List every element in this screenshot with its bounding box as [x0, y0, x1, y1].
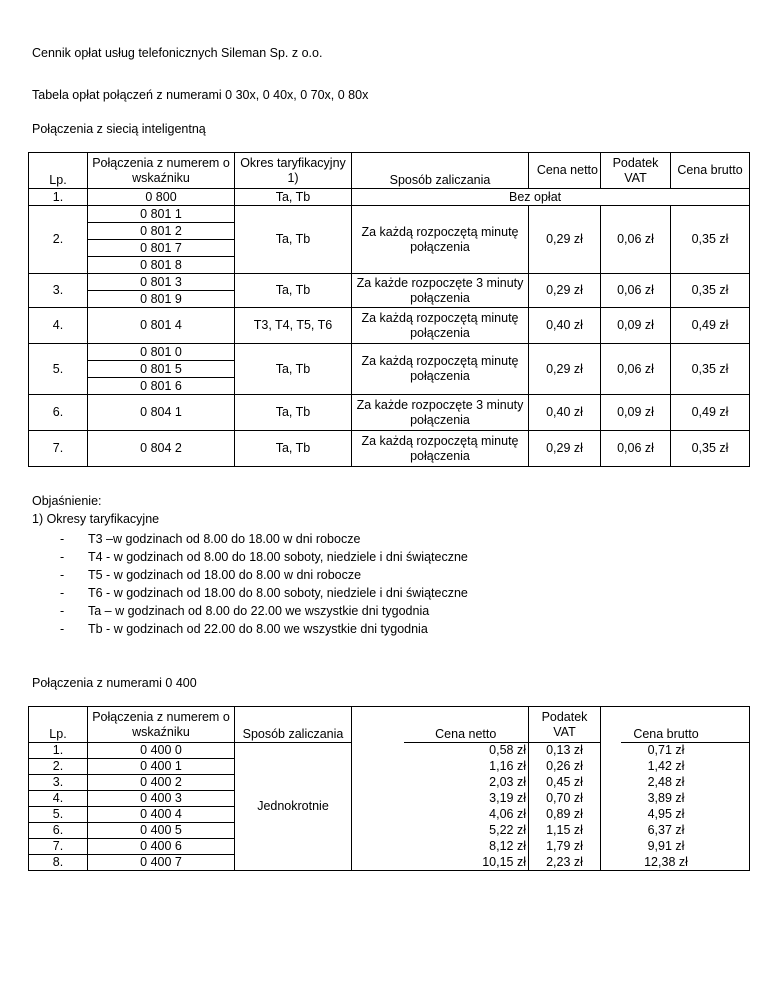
list-item: - T4 - w godzinach od 8.00 do 18.00 soboty, niedziele i dni świąteczne: [60, 550, 468, 564]
header-vat: Podatek VAT: [601, 153, 671, 189]
cell-number: 0 400 6: [88, 839, 235, 855]
cell-number: 0 400 5: [88, 823, 235, 839]
cell-brutto: 9,91 zł: [647, 839, 685, 853]
header-netto: Cena netto: [529, 153, 601, 189]
cell-vat: 0,06 zł: [601, 344, 671, 395]
list-item: - T6 - w godzinach od 18.00 do 8.00 soboty, niedziele i dni świąteczne: [60, 586, 468, 600]
table-header-row: [29, 153, 750, 189]
cell-netto: 0,29 zł: [529, 431, 601, 467]
cell-netto: 0,58 zł: [404, 743, 529, 759]
cell-period: Ta, Tb: [235, 274, 352, 308]
cell-number: 0 801 6: [88, 378, 235, 395]
cell-number: 0 400 4: [88, 807, 235, 823]
header-lp: Lp.: [29, 707, 88, 743]
table-row: [29, 189, 750, 206]
document-title: Cennik opłat usług telefonicznych Sileman Sp. z o.o.: [32, 46, 323, 60]
cell-number: 0 801 9: [88, 291, 235, 308]
table-row: [29, 431, 750, 467]
cell-lp: 4.: [29, 308, 88, 344]
table-row: [29, 344, 750, 361]
section-heading-0400: Połączenia z numerami 0 400: [32, 676, 197, 690]
cell-method: Za każdą rozpoczętą minutę połączenia: [352, 344, 529, 395]
header-brutto: Cena brutto: [621, 707, 712, 743]
list-item: - T5 - w godzinach od 18.00 do 8.00 w dni robocze: [60, 568, 362, 582]
cell-brutto: 4,95 zł: [647, 807, 685, 821]
spacer-cell: [601, 743, 621, 871]
table-row: [29, 308, 750, 344]
cell-netto: 0,40 zł: [529, 395, 601, 431]
header-number: Połączenia z numerem o wskaźniku: [88, 153, 235, 189]
cell-lp: 1.: [29, 743, 88, 759]
cell-method: Za każdą rozpoczętą minutę połączenia: [352, 308, 529, 344]
cell-number: 0 400 1: [88, 759, 235, 775]
cell-vat: 0,09 zł: [601, 308, 671, 344]
cell-number: 0 400 2: [88, 775, 235, 791]
cell-number: 0 801 4: [88, 308, 235, 344]
cell-period: Ta, Tb: [235, 189, 352, 206]
table-row: [29, 206, 750, 223]
cell-method: Jednokrotnie: [235, 743, 352, 871]
cell-brutto: 12,38 zł: [621, 855, 712, 871]
header-period: Okres taryfikacyjny 1): [235, 153, 352, 189]
cell-method: Za każdą rozpoczętą minutę połączenia: [352, 206, 529, 274]
cell-brutto: 0,49 zł: [671, 395, 750, 431]
cell-free: Bez opłat: [352, 189, 750, 206]
cell-lp: 8.: [29, 855, 88, 871]
cell-method: Za każde rozpoczęte 3 minuty połączenia: [352, 395, 529, 431]
cell-vat: 0,70 zł: [529, 791, 601, 807]
spacer-cell: [712, 743, 750, 871]
cell-number: 0 801 0: [88, 344, 235, 361]
list-item: - Ta – w godzinach od 8.00 do 22.00 we wszystkie dni tygodnia: [60, 604, 430, 618]
cell-vat: 1,15 zł: [529, 823, 601, 839]
cell-netto: 5,22 zł: [404, 823, 529, 839]
cell-number: 0 801 7: [88, 240, 235, 257]
cell-brutto: 0,49 zł: [671, 308, 750, 344]
list-item: - Tb - w godzinach od 22.00 do 8.00 we wszystkie dni tygodnia: [60, 622, 428, 636]
cell-brutto: 0,35 zł: [671, 274, 750, 308]
cell-brutto: 0,35 zł: [671, 206, 750, 274]
cell-vat: 0,06 zł: [601, 274, 671, 308]
header-lp: Lp.: [29, 153, 88, 189]
header-method: Sposób zaliczania: [352, 153, 529, 189]
cell-vat: 0,13 zł: [529, 743, 601, 759]
spacer-cell: [601, 707, 621, 743]
cell-lp: 7.: [29, 839, 88, 855]
cell-number: 0 804 2: [88, 431, 235, 467]
header-method: Sposób zaliczania: [235, 707, 352, 743]
cell-netto: 1,16 zł: [404, 759, 529, 775]
spacer-cell: [712, 707, 750, 743]
cell-lp: 2.: [29, 759, 88, 775]
cell-number: 0 801 5: [88, 361, 235, 378]
cell-method: Za każdą rozpoczętą minutę połączenia: [352, 431, 529, 467]
cell-netto: 4,06 zł: [404, 807, 529, 823]
cell-period: Ta, Tb: [235, 431, 352, 467]
cell-lp: 5.: [29, 344, 88, 395]
cell-lp: 6.: [29, 823, 88, 839]
table-row: [29, 274, 750, 291]
cell-lp: 5.: [29, 807, 88, 823]
cell-brutto: 3,89 zł: [647, 791, 685, 805]
table-row: [29, 743, 750, 759]
tariff-table-intelligent-network: [28, 152, 750, 467]
tariff-period-list: [32, 530, 468, 638]
cell-lp: 4.: [29, 791, 88, 807]
cell-netto: 10,15 zł: [404, 855, 529, 871]
table-header-row: [29, 707, 750, 743]
cell-number: 0 801 1: [88, 206, 235, 223]
header-number: Połączenia z numerem o wskaźniku: [88, 707, 235, 743]
header-netto: Cena netto: [404, 707, 529, 743]
cell-number: 0 400 0: [88, 743, 235, 759]
cell-lp: 7.: [29, 431, 88, 467]
cell-number: 0 800: [88, 189, 235, 206]
explanation-title: Objaśnienie:: [32, 494, 102, 508]
header-brutto: Cena brutto: [671, 153, 750, 189]
cell-brutto: 0,71 zł: [647, 743, 685, 758]
cell-vat: 0,09 zł: [601, 395, 671, 431]
cell-period: Ta, Tb: [235, 395, 352, 431]
cell-vat: 1,79 zł: [529, 839, 601, 855]
cell-number: 0 801 8: [88, 257, 235, 274]
section-heading-intelligent-network: Połączenia z siecią inteligentną: [32, 122, 206, 136]
cell-brutto: 0,35 zł: [671, 344, 750, 395]
cell-lp: 1.: [29, 189, 88, 206]
cell-netto: 0,29 zł: [529, 206, 601, 274]
cell-method: Za każde rozpoczęte 3 minuty połączenia: [352, 274, 529, 308]
cell-brutto: 1,42 zł: [647, 759, 685, 773]
cell-vat: 0,06 zł: [601, 206, 671, 274]
spacer-cell: [352, 707, 404, 743]
cell-netto: 0,40 zł: [529, 308, 601, 344]
cell-number: 0 804 1: [88, 395, 235, 431]
cell-lp: 2.: [29, 206, 88, 274]
cell-vat: 0,26 zł: [529, 759, 601, 775]
cell-vat: 2,23 zł: [529, 855, 601, 871]
cell-lp: 6.: [29, 395, 88, 431]
cell-netto: 3,19 zł: [404, 791, 529, 807]
document-subtitle: Tabela opłat połączeń z numerami 0 30x, 0 40x, 0 70x, 0 80x: [32, 88, 369, 102]
cell-period: Ta, Tb: [235, 206, 352, 274]
cell-brutto: 2,48 zł: [647, 775, 685, 789]
cell-lp: 3.: [29, 274, 88, 308]
cell-number: 0 801 3: [88, 274, 235, 291]
header-vat: Podatek VAT: [529, 707, 601, 743]
cell-number: 0 400 7: [88, 855, 235, 871]
cell-vat: 0,45 zł: [529, 775, 601, 791]
explanation-subtitle: 1) Okresy taryfikacyjne: [32, 512, 160, 526]
list-item: - T3 –w godzinach od 8.00 do 18.00 w dni robocze: [60, 532, 361, 546]
cell-vat: 0,06 zł: [601, 431, 671, 467]
cell-number: 0 801 2: [88, 223, 235, 240]
cell-brutto: 6,37 zł: [647, 823, 685, 837]
cell-vat: 0,89 zł: [529, 807, 601, 823]
table-row: [29, 395, 750, 431]
cell-period: T3, T4, T5, T6: [235, 308, 352, 344]
cell-number: 0 400 3: [88, 791, 235, 807]
tariff-table-0400: [28, 706, 750, 871]
cell-brutto: 0,35 zł: [671, 431, 750, 467]
cell-netto: 8,12 zł: [404, 839, 529, 855]
cell-netto: 0,29 zł: [529, 274, 601, 308]
spacer-cell: [352, 743, 404, 871]
cell-period: Ta, Tb: [235, 344, 352, 395]
cell-netto: 2,03 zł: [404, 775, 529, 791]
cell-lp: 3.: [29, 775, 88, 791]
cell-netto: 0,29 zł: [529, 344, 601, 395]
